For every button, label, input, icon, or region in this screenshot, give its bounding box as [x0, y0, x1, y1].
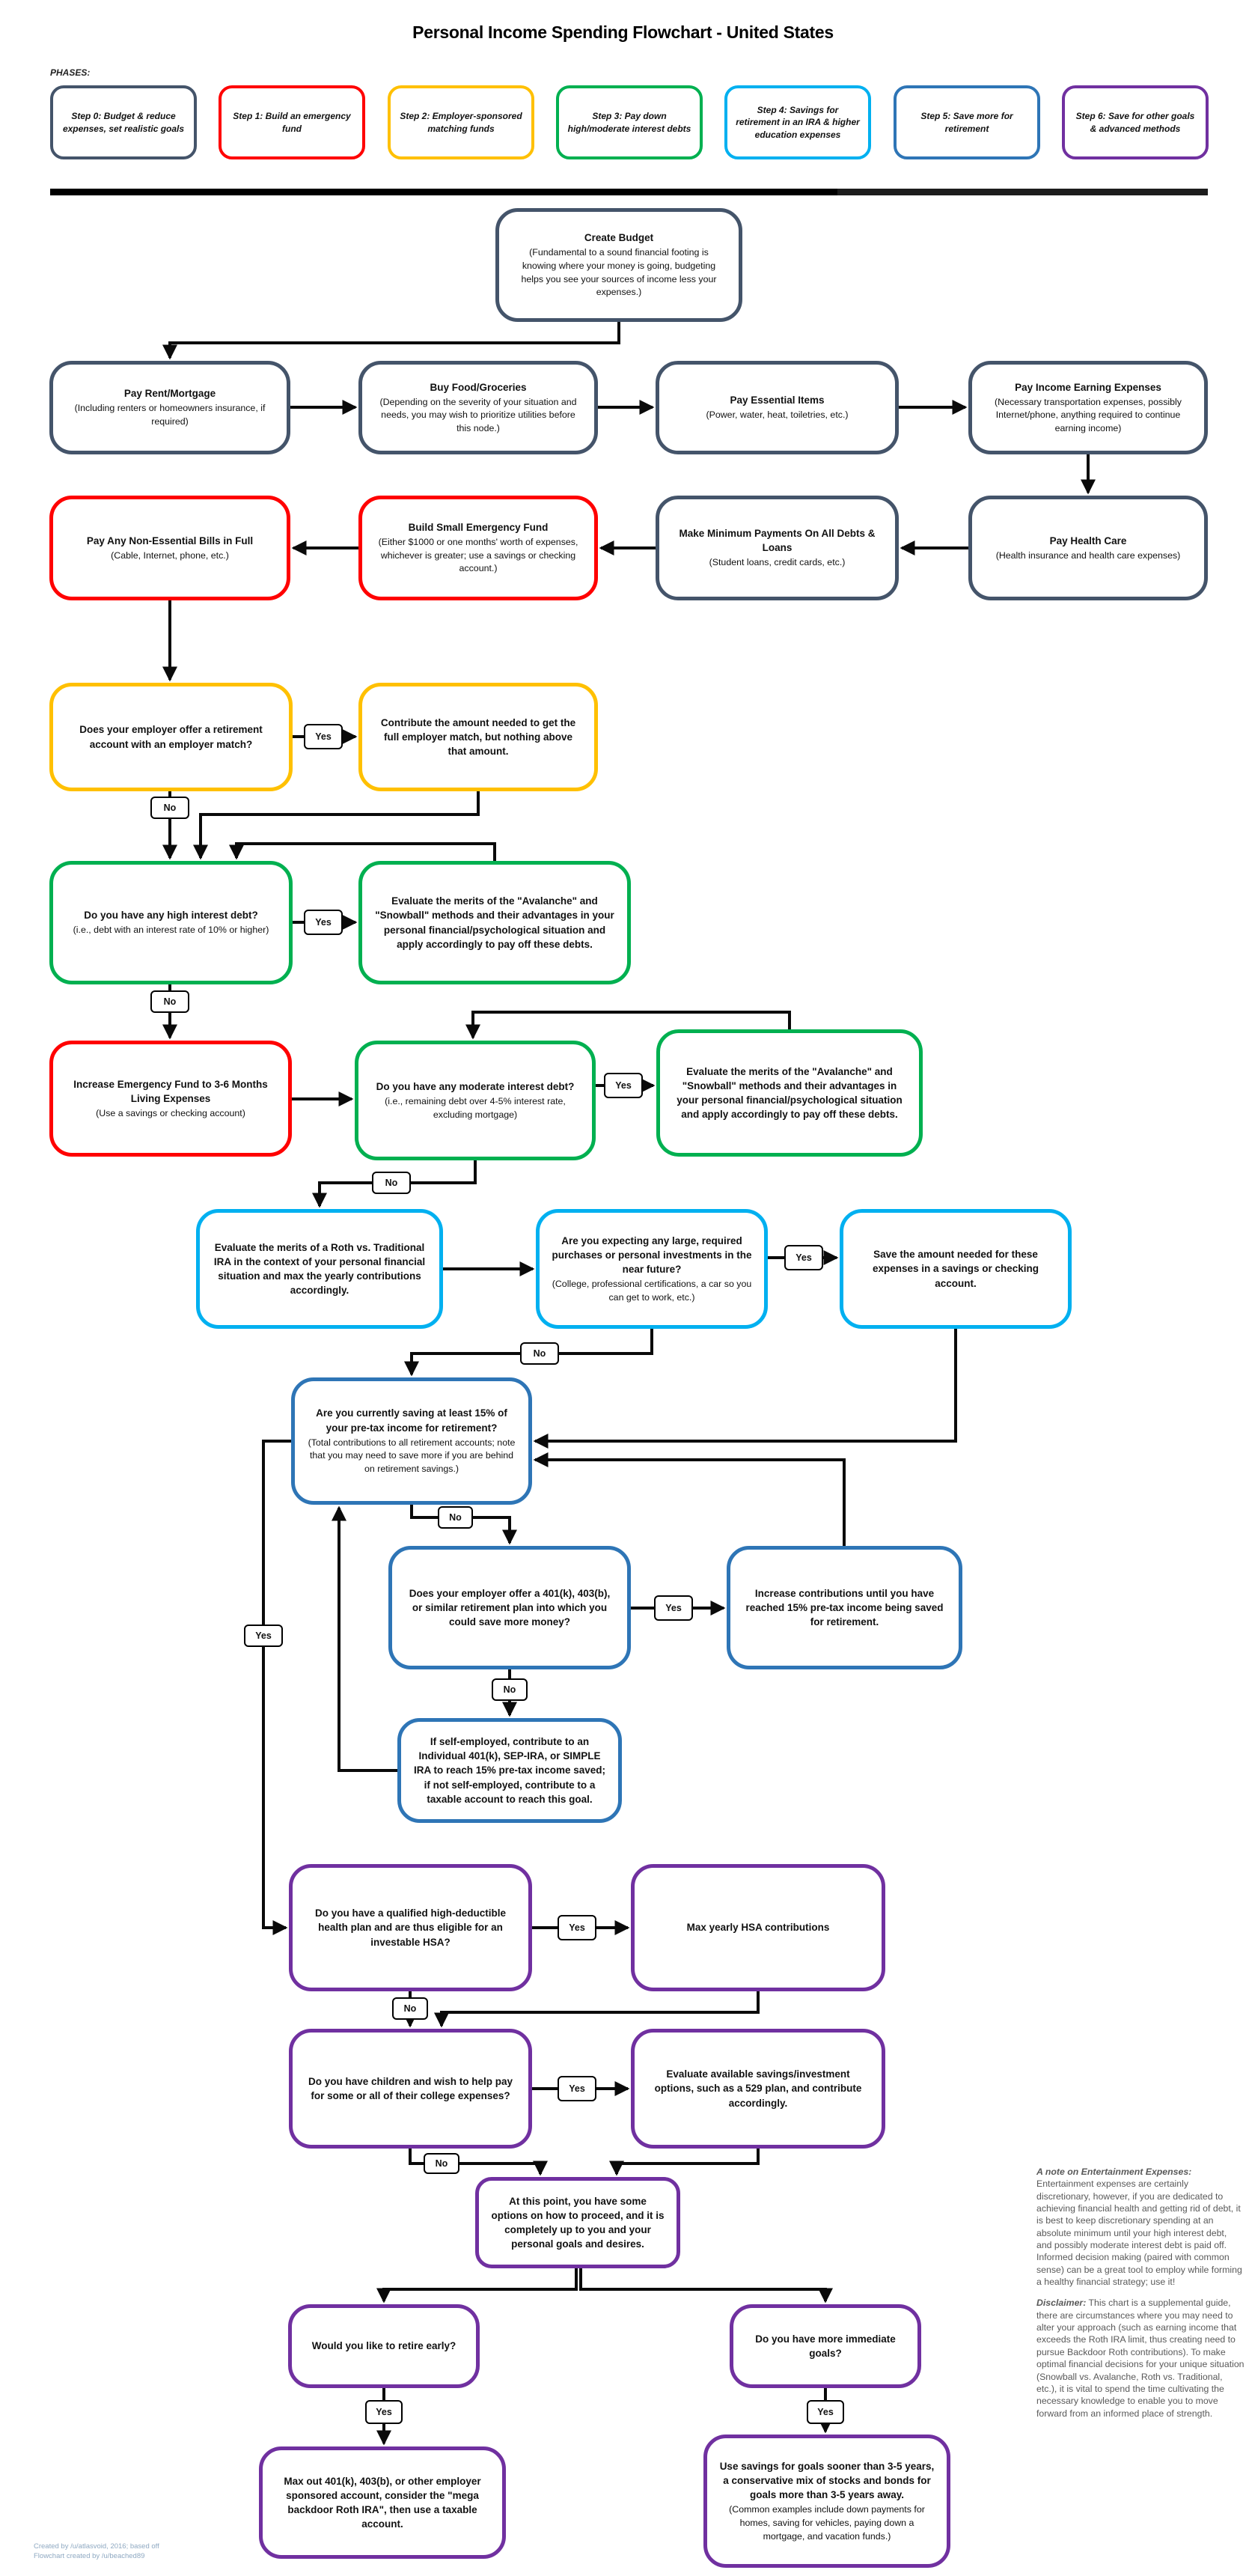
label-yes-immediate-goals: Yes — [807, 2400, 844, 2424]
node-body: (Necessary transportation expenses, possibly Internet/phone, anything required to continue earning income) — [995, 396, 1182, 433]
phases-label: PHASES: — [50, 67, 91, 78]
node-title: Do you have a qualified high-deductible health plan and are thus eligible for an investable HSA? — [314, 1907, 507, 1948]
node-body: (Student loans, credit cards, etc.) — [709, 557, 846, 568]
node-title: Would you like to retire early? — [311, 2340, 456, 2352]
node-title: Do you have any moderate interest debt? — [376, 1080, 575, 1092]
node-saving-15-percent-question — [291, 1377, 532, 1505]
node-title: At this point, you have some options on how to proceed, and it is completely up to you and your personal goals and desires. — [491, 2195, 665, 2250]
node-title: Does your employer offer a 401(k), 403(b), or similar retirement plan into which you could save more money? — [409, 1587, 611, 1628]
node-body: (Depending on the severity of your situation and needs, you may wish to prioritize utilities before this node.) — [379, 396, 577, 433]
credits-line-1: Created by /u/atlasvoid, 2016; based off — [34, 2542, 159, 2551]
node-body: (College, professional certifications, a car so you can get to work, etc.) — [552, 1279, 752, 1303]
node-pay-nonessential — [49, 496, 290, 600]
node-title: Max out 401(k), 403(b), or other employer sponsored account, consider the "mega backdoor Roth IRA", then use a taxable account. — [284, 2475, 481, 2530]
label-no-high-interest: No — [150, 990, 189, 1013]
node-create-budget — [495, 208, 742, 322]
node-max-retirement-accounts — [259, 2446, 506, 2559]
node-moderate-interest-question — [355, 1041, 596, 1160]
node-college-answer — [631, 2029, 885, 2149]
label-no-saving-15: No — [438, 1506, 473, 1529]
label-no-large-purchase: No — [520, 1342, 559, 1365]
node-moderate-interest-answer — [656, 1029, 923, 1157]
label-no-college: No — [424, 2153, 459, 2174]
divider-bar — [50, 189, 1208, 195]
node-body: (Health insurance and health care expenses) — [995, 549, 1181, 561]
node-body: (Total contributions to all retirement accounts; note that you may need to save more if you are behind on retirement savings.) — [308, 1437, 516, 1474]
node-title: Evaluate available savings/investment options, such as a 529 plan, and contribute accordingly. — [654, 2068, 862, 2109]
node-employer-match-question — [49, 683, 293, 791]
node-title: Evaluate the merits of the "Avalanche" and "Snowball" methods and their advantages in your personal financial/psychological situation and apply accordingly to pay off these debts. — [375, 895, 614, 950]
label-no-employer-match: No — [150, 797, 189, 819]
node-title: Create Budget — [584, 232, 654, 244]
node-title: Do you have any high interest debt? — [84, 910, 258, 922]
node-body: (Power, water, heat, toiletries, etc.) — [706, 409, 849, 421]
phase-step-6: Step 6: Save for other goals & advanced methods — [1062, 85, 1209, 159]
phase-step-1: Step 1: Build an emergency fund — [219, 85, 365, 159]
node-employer-match-answer — [358, 683, 598, 791]
node-health-care — [968, 496, 1208, 600]
phase-step-0: Step 0: Budget & reduce expenses, set realistic goals — [50, 85, 197, 159]
node-hsa-question — [289, 1864, 532, 1991]
node-title: Do you have more immediate goals? — [755, 2333, 896, 2359]
label-yes-retire-early: Yes — [365, 2400, 403, 2424]
node-buy-food — [358, 361, 598, 454]
label-yes-college: Yes — [558, 2076, 596, 2101]
node-body: (Cable, Internet, phone, etc.) — [111, 549, 229, 561]
credits — [34, 2542, 159, 2562]
node-body: (Including renters or homeowners insurance, if required) — [74, 403, 266, 427]
node-title: Pay Rent/Mortgage — [123, 388, 216, 400]
node-title: Increase contributions until you have reached 15% pre-tax income being saved for retirement. — [745, 1587, 944, 1628]
node-title: Build Small Emergency Fund — [408, 522, 549, 533]
page-title: Personal Income Spending Flowchart - United States — [412, 22, 834, 42]
disclaimer-note-heading: Disclaimer: — [1036, 2298, 1087, 2309]
label-yes-moderate-interest: Yes — [604, 1073, 643, 1098]
node-self-employed — [397, 1718, 622, 1823]
phase-step-3: Step 3: Pay down high/moderate interest debts — [556, 85, 703, 159]
label-no-employer-plan: No — [492, 1678, 528, 1701]
node-retire-early-question — [288, 2304, 480, 2388]
node-title: Make Minimum Payments On All Debts & Loans — [679, 528, 876, 554]
node-title: Contribute the amount needed to get the full employer match, but nothing above that amount. — [380, 716, 576, 758]
node-body: (i.e., remaining debt over 4-5% interest rate, excluding mortgage) — [385, 1095, 566, 1120]
label-yes-employer-match: Yes — [304, 724, 343, 749]
node-title: Pay Income Earning Expenses — [1015, 381, 1161, 393]
side-notes — [1036, 2166, 1245, 2429]
entertainment-note-heading: A note on Entertainment Expenses: — [1036, 2167, 1192, 2177]
node-pay-essential — [656, 361, 899, 454]
node-small-emergency-fund — [358, 496, 598, 600]
node-body: (Common examples include down payments for homes, saving for vehicles, paying down a mortgage, and vacation funds.) — [729, 2504, 925, 2542]
label-yes-employer-plan: Yes — [654, 1595, 693, 1621]
phase-step-5: Step 5: Save more for retirement — [894, 85, 1040, 159]
node-title: Max yearly HSA contributions — [686, 1922, 830, 1934]
label-no-moderate-interest: No — [372, 1172, 411, 1194]
node-body: (Use a savings or checking account) — [96, 1107, 245, 1118]
node-employer-plan-question — [388, 1546, 631, 1669]
node-body: (Fundamental to a sound financial footing is knowing where your money is going, budgeting helps you see your sources of income less your expenses.) — [521, 247, 717, 298]
node-title: Use savings for goals sooner than 3-5 years, a conservative mix of stocks and bonds for goals more than 3-5 years away. — [719, 2460, 935, 2501]
node-body: (Either $1000 or one months' worth of expenses, whichever is greater; use a savings or checking account.) — [378, 537, 578, 574]
node-title: Pay Health Care — [1049, 535, 1127, 546]
disclaimer-note — [1036, 2297, 1245, 2419]
node-high-interest-question — [49, 861, 293, 984]
label-yes-saving-15: Yes — [244, 1625, 283, 1647]
node-hsa-answer — [631, 1864, 885, 1991]
label-yes-large-purchase: Yes — [784, 1245, 823, 1270]
node-immediate-goals-question — [730, 2304, 921, 2388]
node-college-question — [289, 2029, 532, 2149]
node-title: Increase Emergency Fund to 3-6 Months Living Expenses — [73, 1078, 268, 1104]
node-large-purchase-question — [536, 1209, 768, 1329]
node-increase-emergency-fund — [49, 1041, 292, 1157]
node-minimum-payments — [656, 496, 899, 600]
label-no-hsa: No — [392, 1997, 428, 2020]
phase-step-4: Step 4: Savings for retirement in an IRA & higher education expenses — [724, 85, 871, 159]
node-roth-vs-traditional-ira — [196, 1209, 443, 1329]
node-title: Are you expecting any large, required purchases or personal investments in the near future? — [552, 1234, 752, 1275]
label-yes-hsa: Yes — [558, 1915, 596, 1940]
node-pay-income-expenses — [968, 361, 1208, 454]
node-at-this-point — [475, 2177, 680, 2268]
node-title: Buy Food/Groceries — [430, 381, 527, 393]
node-title: Pay Any Non-Essential Bills in Full — [86, 535, 254, 546]
node-body: (i.e., debt with an interest rate of 10% or higher) — [73, 925, 269, 936]
node-title: Evaluate the merits of the "Avalanche" and "Snowball" methods and their advantages in your personal financial/psychological situation and apply accordingly to pay off these debts. — [677, 1065, 903, 1121]
node-title: Save the amount needed for these expenses in a savings or checking account. — [872, 1249, 1039, 1289]
node-increase-contributions — [727, 1546, 962, 1669]
node-title: Evaluate the merits of a Roth vs. Traditional IRA in the context of your personal financial situation and max the yearly contributions accordingly. — [213, 1241, 426, 1297]
node-title: Does your employer offer a retirement account with an employer match? — [79, 724, 263, 750]
credits-line-2: Flowchart created by /u/beached89 — [34, 2551, 145, 2560]
node-title: Are you currently saving at least 15% of your pre-tax income for retirement? — [316, 1407, 507, 1434]
entertainment-note-body: Entertainment expenses are certainly discretionary, however, if you are dedicated to achieving financial health and getting rid of debt, it is best to keep discretionary spending at an absolute minimum until your high interest debt, and possibly moderate interest debt is paid off. Informed decision making (paired with common sense) can be a great tool to employ while forming a healthy financial strategy; use it! — [1036, 2178, 1242, 2288]
node-use-savings-for-goals — [703, 2435, 950, 2568]
node-high-interest-answer — [358, 861, 631, 984]
node-save-for-purchases — [840, 1209, 1072, 1329]
node-pay-rent — [49, 361, 290, 454]
label-yes-high-interest: Yes — [304, 910, 343, 935]
node-title: If self-employed, contribute to an Individual 401(k), SEP-IRA, or SIMPLE IRA to reach 15% pre-tax income saved; if not self-employed, contribute to a taxable account to reach this goal. — [413, 1736, 606, 1805]
disclaimer-note-body: This chart is a supplemental guide, there are circumstances where you may need to alter your approach (such as earning income that exceeds the Roth IRA limit, thus creating need to pursue Backdoor Roth contributions). To make optimal financial decisions for your unique situation (Snowball vs. Avalanche, Roth vs. Traditional, etc.), it is vital to spend the time cultivating the necessary knowledge to enable you to move forward from an informed place of strength. — [1036, 2298, 1245, 2419]
phase-step-2: Step 2: Employer-sponsored matching funds — [388, 85, 534, 159]
node-title: Pay Essential Items — [730, 395, 825, 407]
node-title: Do you have children and wish to help pay for some or all of their college expenses? — [308, 2075, 513, 2101]
entertainment-note — [1036, 2166, 1245, 2288]
